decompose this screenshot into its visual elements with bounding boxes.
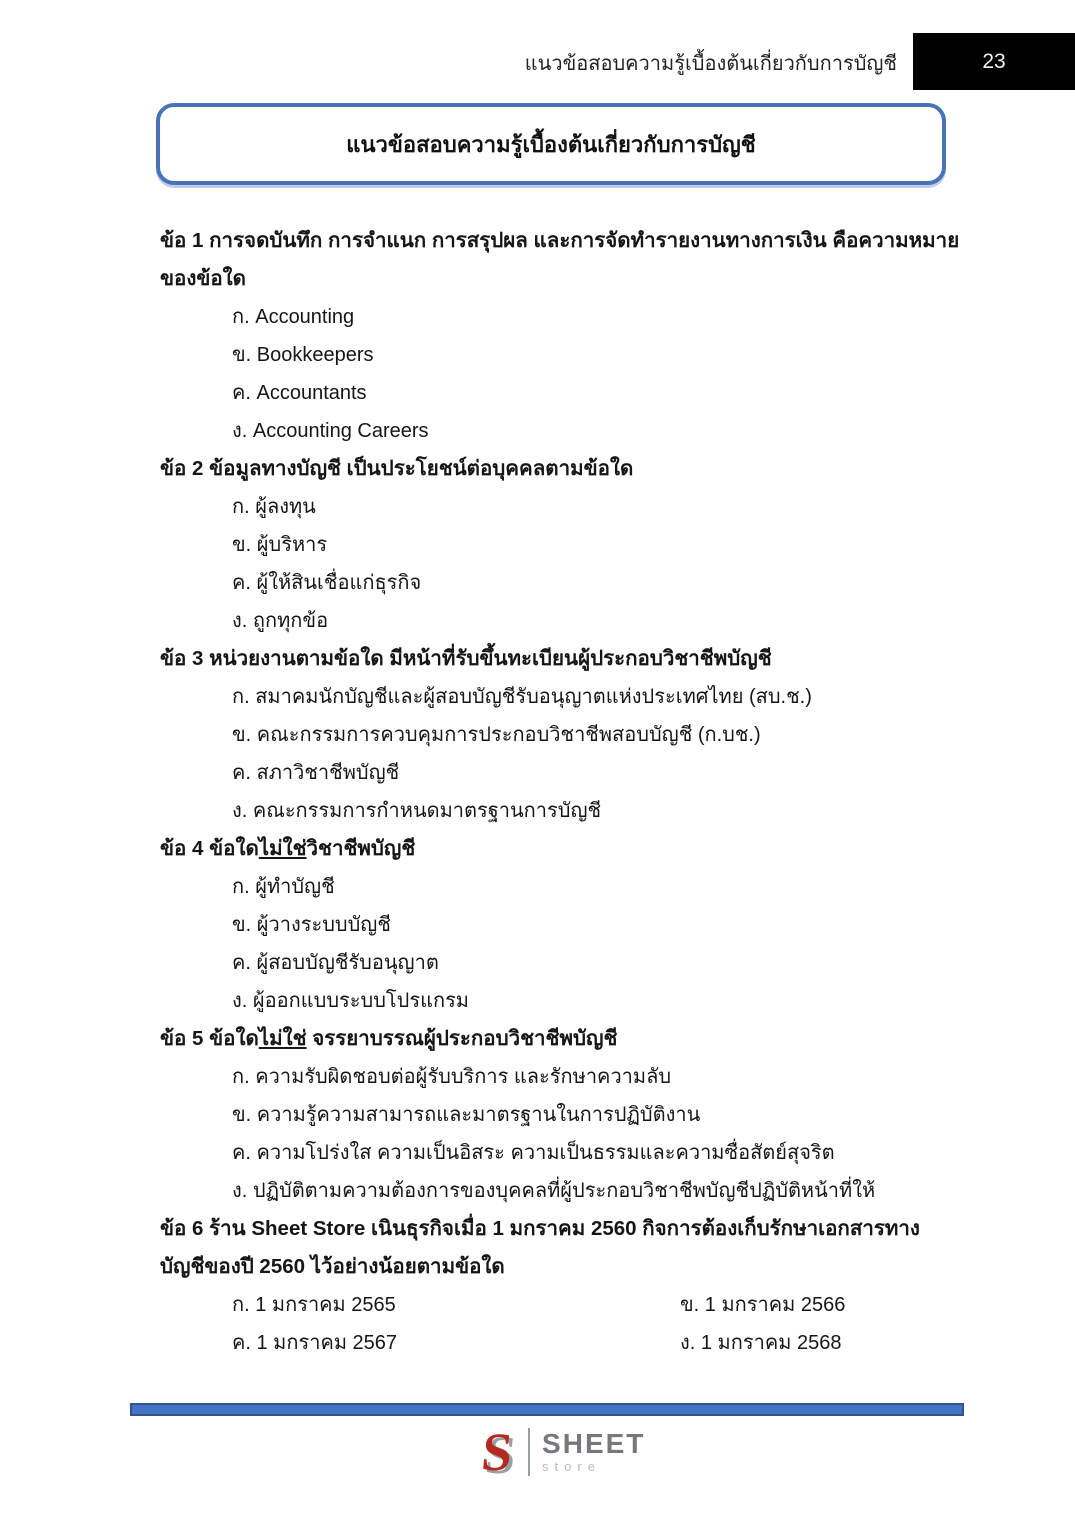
question-4 — [160, 830, 962, 1020]
answer-option: ค. ผู้ให้สินเชื่อแก่ธุรกิจ — [232, 572, 422, 594]
question-6 — [160, 1210, 962, 1362]
answer-option: ง. Accounting Careers — [232, 420, 429, 442]
answer-option: ง. ปฏิบัติตามความต้องการของบุคคลที่ผู้ประกอบวิชาชีพบัญชีปฏิบัติหน้าที่ให้ — [232, 1180, 876, 1202]
answer-option: ข. ผู้บริหาร — [232, 534, 328, 556]
answer-option: ข. Bookkeepers — [232, 344, 374, 366]
logo-subtitle-text: store — [542, 1459, 601, 1474]
question-1-options — [160, 298, 962, 450]
answer-option: ค. 1 มกราคม 2567 — [232, 1332, 398, 1354]
question-3 — [160, 640, 962, 830]
logo-divider-line — [528, 1428, 530, 1476]
questions-list — [160, 222, 962, 1362]
answer-option: ค. ผู้สอบบัญชีรับอนุญาต — [232, 952, 439, 974]
question-2-options — [160, 488, 962, 640]
answer-option: ก. ความรับผิดชอบต่อผู้รับบริการ และรักษาความลับ — [232, 1066, 672, 1088]
question-3-text: ข้อ 3 หน่วยงานตามข้อใด มีหน้าที่รับขึ้นทะเบียนผู้ประกอบวิชาชีพบัญชี — [160, 647, 772, 670]
running-header-title: แนวข้อสอบความรู้เบื้องต้นเกี่ยวกับการบัญชี — [524, 53, 897, 75]
question-1-text: ข้อ 1 การจดบันทึก การจำแนก การสรุปผล และการจัดทำรายงานทางการเงิน คือความหมายของข้อใด — [160, 229, 960, 290]
answer-option: ข. ผู้วางระบบบัญชี — [232, 914, 391, 936]
question-4-options — [160, 868, 962, 1020]
answer-option: ง. ถูกทุกข้อ — [232, 610, 329, 632]
answer-option: ข. ความรู้ความสามารถและมาตรฐานในการปฏิบัติงาน — [232, 1104, 701, 1126]
sheet-store-logo-icon: S — [478, 1422, 516, 1482]
answer-option: ง. 1 มกราคม 2568 — [680, 1332, 842, 1354]
answer-option: ข. คณะกรรมการควบคุมการประกอบวิชาชีพสอบบัญชี (ก.บช.) — [232, 724, 761, 746]
answer-option: ก. Accounting — [232, 306, 355, 328]
footer-divider-bar — [130, 1403, 964, 1416]
logo-brand-text: SHEET — [542, 1428, 646, 1459]
answer-option: ค. สภาวิชาชีพบัญชี — [232, 762, 400, 784]
question-5 — [160, 1020, 962, 1210]
question-3-options — [160, 678, 962, 830]
answer-option: ก. 1 มกราคม 2565 — [232, 1294, 396, 1316]
page-title: แนวข้อสอบความรู้เบื้องต้นเกี่ยวกับการบัญชี — [346, 131, 756, 157]
answer-option: ก. ผู้ลงทุน — [232, 496, 316, 518]
answer-option: ง. คณะกรรมการกำหนดมาตรฐานการบัญชี — [232, 800, 602, 822]
question-2 — [160, 450, 962, 640]
answer-option: ง. ผู้ออกแบบระบบโปรแกรม — [232, 990, 469, 1012]
question-1 — [160, 222, 962, 450]
answer-option: ค. Accountants — [232, 382, 367, 404]
question-5-options — [160, 1058, 962, 1210]
question-4-text: ข้อ 4 ข้อใดไม่ใช่วิชาชีพบัญชี — [160, 837, 416, 860]
question-2-text: ข้อ 2 ข้อมูลทางบัญชี เป็นประโยชน์ต่อบุคคลตามข้อใด — [160, 457, 634, 480]
answer-option: ก. สมาคมนักบัญชีและผู้สอบบัญชีรับอนุญาตแห่งประเทศไทย (สบ.ช.) — [232, 686, 812, 708]
answer-option: ข. 1 มกราคม 2566 — [680, 1294, 846, 1316]
answer-option: ก. ผู้ทำบัญชี — [232, 876, 335, 898]
question-6-options — [160, 1286, 962, 1362]
title-box — [156, 103, 946, 185]
page-number: 23 — [982, 49, 1006, 73]
sheet-store-logo — [478, 1422, 646, 1482]
question-5-text: ข้อ 5 ข้อใดไม่ใช่ จรรยาบรรณผู้ประกอบวิชาชีพบัญชี — [160, 1027, 618, 1050]
answer-option: ค. ความโปร่งใส ความเป็นอิสระ ความเป็นธรรมและความซื่อสัตย์สุจริต — [232, 1142, 835, 1164]
page-number-box — [913, 33, 1075, 90]
question-6-text: ข้อ 6 ร้าน Sheet Store เนินธุรกิจเมื่อ 1 มกราคม 2560 กิจการต้องเก็บรักษาเอกสารทางบัญชีของปี 2560 ไว้อย่างน้อยตามข้อใด — [160, 1217, 920, 1278]
